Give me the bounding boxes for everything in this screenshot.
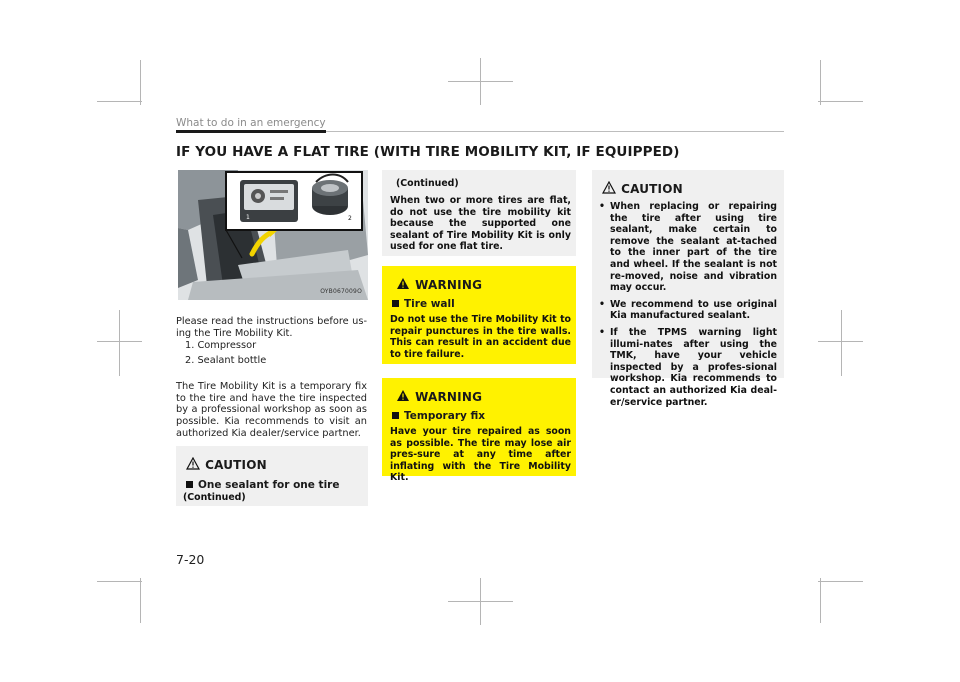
square-bullet-icon — [392, 300, 399, 307]
warning-subtitle: Tire wall — [404, 298, 455, 310]
compressor-icon — [240, 180, 298, 222]
caution-title: CAUTION — [621, 182, 683, 196]
caution-subtitle-row — [186, 479, 339, 491]
square-bullet-icon — [392, 412, 399, 419]
tire-mobility-kit-figure — [178, 170, 368, 300]
warning-title: WARNING — [415, 278, 483, 292]
continued-text: When two or more tires are flat, do not use the tire mobility kit because the supported one sealant of Tire Mobility Kit is only used for one flat tire. — [390, 195, 571, 253]
warning-subtitle-row — [392, 298, 455, 310]
list-item-compressor: 1. Compressor — [185, 340, 257, 351]
warning-subtitle-row — [392, 410, 485, 422]
warning-icon — [396, 389, 410, 402]
caution-heading — [186, 454, 267, 473]
warning-title: WARNING — [415, 390, 483, 404]
temporary-fix-paragraph: The Tire Mobility Kit is a temporary fix to the tire and have the tire inspected by a professional workshop as soon as possible. Kia recommends to visit an authorized Kia dealer/service partner. — [176, 381, 367, 439]
square-bullet-icon — [186, 481, 193, 488]
caution-box-right — [592, 170, 784, 408]
section-bar — [176, 130, 326, 133]
caution-title: CAUTION — [205, 458, 267, 472]
bullet-dot-icon: • — [599, 326, 605, 338]
warning-text: Have your tire repaired as soon as possible. The tire may lose air pres-sure at any time after inflating with the Tire Mobility Kit. — [390, 426, 571, 484]
warning-heading — [396, 274, 482, 293]
svg-text:2: 2 — [348, 215, 352, 222]
warning-box-temporary-fix — [382, 378, 576, 484]
list-item-sealant: 2. Sealant bottle — [185, 355, 267, 366]
intro-text: Please read the instructions before us-ing the Tire Mobility Kit. — [176, 316, 367, 339]
warning-heading — [396, 386, 482, 405]
warning-text: Do not use the Tire Mobility Kit to repair punctures in the tire walls. This can result in an accident due to tire failure. — [390, 314, 571, 360]
continued-label: (Continued) — [183, 492, 246, 503]
warning-icon — [396, 277, 410, 290]
page-heading: IF YOU HAVE A FLAT TIRE (WITH TIRE MOBILITY KIT, IF EQUIPPED) — [176, 144, 680, 160]
svg-text:1: 1 — [246, 214, 250, 221]
bullet-dot-icon: • — [599, 298, 605, 310]
continued-caution-box — [382, 170, 576, 256]
caution-bullet-list — [599, 201, 777, 413]
caution-box-left — [176, 446, 368, 506]
caution-bullet: • If the TPMS warning light illumi-nates after using the TMK, have your vehicle inspected by a profes-sional workshop. Kia recommends to contact an authorized Kia deal-er/service partner. — [599, 326, 777, 408]
figure-code: OYB067009O — [320, 288, 362, 295]
caution-subtitle: One sealant for one tire — [198, 479, 340, 491]
caution-bullet: • We recommend to use original Kia manufactured sealant. — [599, 298, 777, 322]
warning-box-tire-wall — [382, 266, 576, 364]
warning-subtitle: Temporary fix — [404, 410, 486, 422]
section-label: What to do in an emergency — [176, 117, 326, 129]
caution-icon — [186, 457, 200, 470]
car-trunk-illustration — [178, 170, 368, 300]
continued-label-middle: (Continued) — [396, 178, 459, 189]
caution-bullet: • When replacing or repairing the tire after using tire sealant, make certain to remove the sealant at-tached to the inner part of the tire and wheel. If the sealant is not re-moved, noise and vibration may occur. — [599, 201, 777, 294]
page-number: 7-20 — [176, 552, 205, 567]
section-rule — [326, 131, 784, 132]
bullet-dot-icon: • — [599, 201, 605, 212]
caution-heading — [602, 178, 683, 197]
caution-icon — [602, 181, 616, 194]
